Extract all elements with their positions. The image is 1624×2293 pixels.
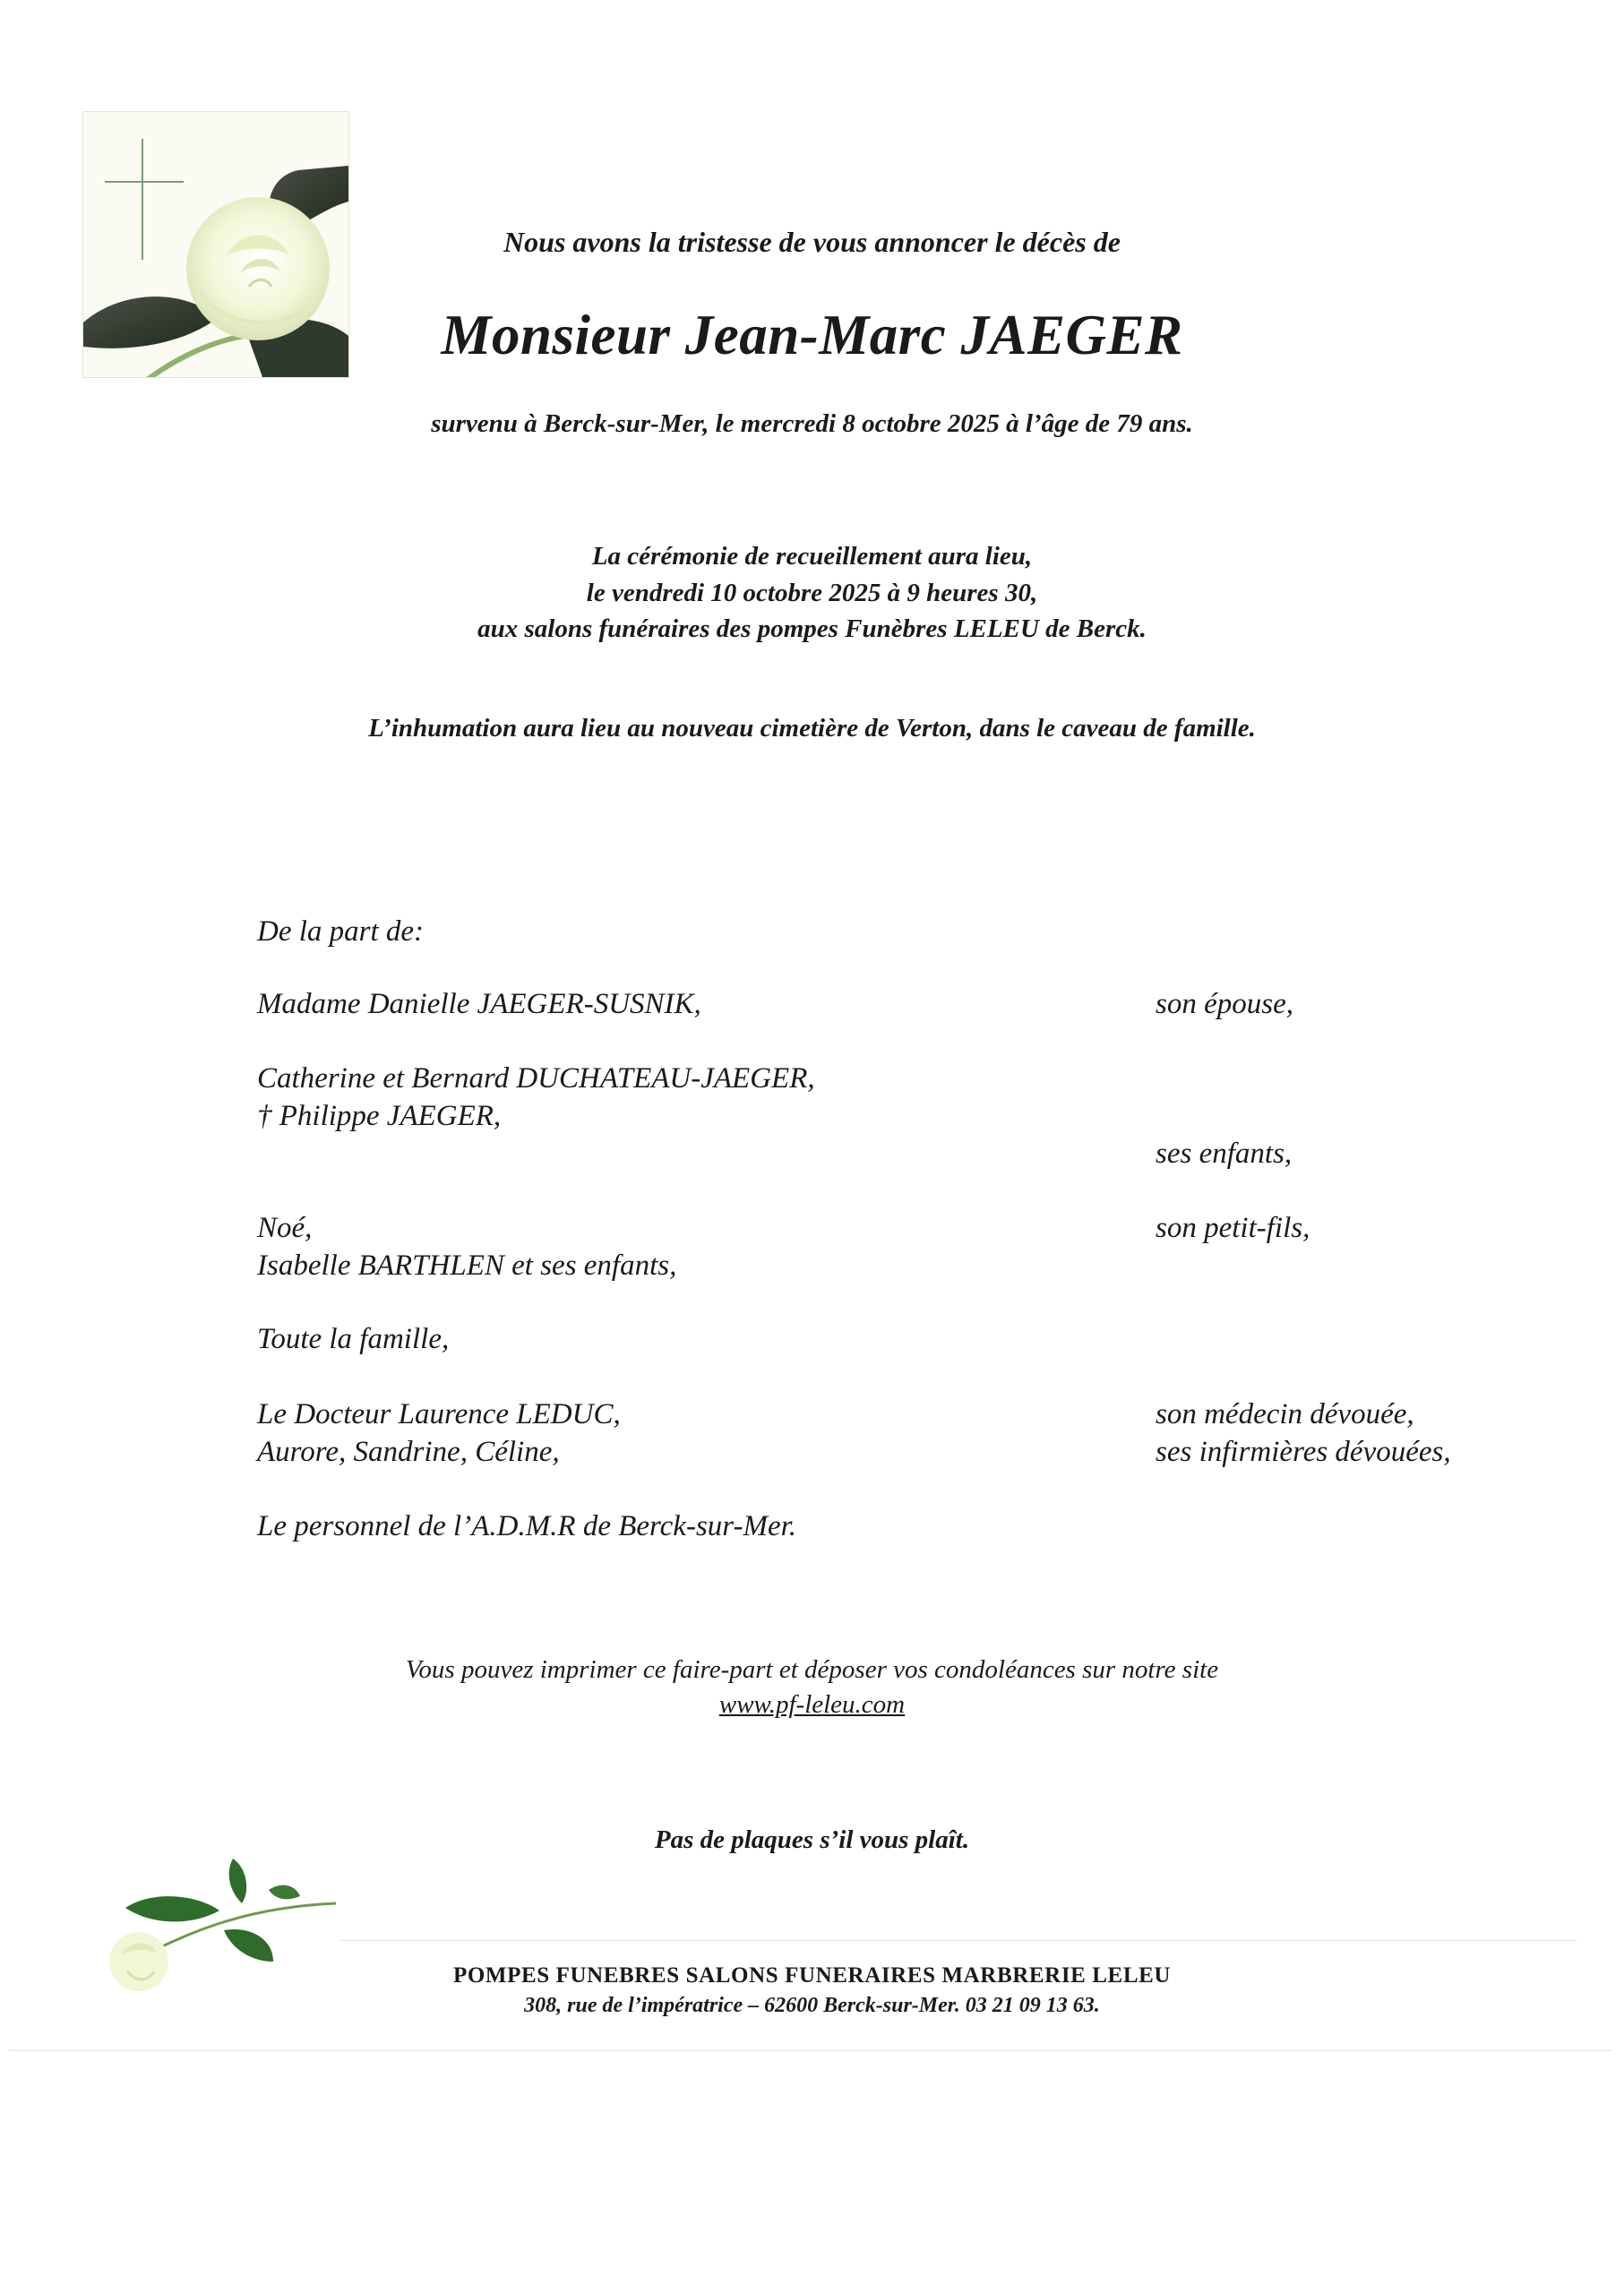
online-notice: Vous pouvez imprimer ce faire-part et déposer vos condoléances sur notre site <box>405 1655 1219 1684</box>
footer-company: POMPES FUNEBRES SALONS FUNERAIRES MARBRERIE LELEU <box>452 1963 1172 1988</box>
family-nurses: Aurore, Sandrine, Céline, <box>257 1436 560 1468</box>
no-plaques-notice: Pas de plaques s’il vous plaît. <box>654 1825 970 1854</box>
family-spouse: Madame Danielle JAEGER-SUSNIK, <box>257 988 701 1020</box>
website-line <box>0 1690 1624 1720</box>
relation-spouse: son épouse, <box>1156 988 1293 1020</box>
website-link[interactable]: www.pf-leleu.com <box>718 1690 906 1719</box>
footer-address: 308, rue de l’impératrice – 62600 Berck-sur-Mer. 03 21 09 13 63. <box>524 1994 1100 2017</box>
announcement-text: Nous avons la tristesse de vous annoncer le décès de <box>503 226 1121 258</box>
page-divider <box>9 2049 1612 2051</box>
relation-doctor: son médecin dévouée, <box>1156 1398 1414 1430</box>
family-other: Isabelle BARTHLEN et ses enfants, <box>257 1250 677 1282</box>
family-child: Catherine et Bernard DUCHATEAU-JAEGER, <box>257 1062 815 1095</box>
ceremony-line: le vendredi 10 octobre 2025 à 9 heures 30, <box>586 579 1038 607</box>
ceremony-line: La cérémonie de recueillement aura lieu, <box>591 542 1033 571</box>
family-doctor: Le Docteur Laurence LEDUC, <box>257 1398 621 1430</box>
family-whole: Toute la famille, <box>257 1323 450 1355</box>
death-details: survenu à Berck-sur-Mer, le mercredi 8 octobre 2025 à l’âge de 79 ans. <box>431 409 1193 438</box>
burial-text: L’inhumation aura lieu au nouveau cimetière de Verton, dans le caveau de famille. <box>368 714 1256 743</box>
from-label: De la part de: <box>257 915 425 948</box>
ceremony-line: aux salons funéraires des pompes Funèbres LELEU de Berck. <box>477 614 1147 643</box>
relation-nurses: ses infirmières dévouées, <box>1156 1436 1451 1468</box>
relation-children: ses enfants, <box>1156 1138 1293 1170</box>
family-grandson: Noé, <box>257 1212 313 1244</box>
family-staff: Le personnel de l’A.D.M.R de Berck-sur-Mer. <box>257 1510 797 1542</box>
relation-grandson: son petit-fils, <box>1156 1212 1310 1244</box>
family-child: † Philippe JAEGER, <box>257 1100 502 1132</box>
footer-divider <box>340 1940 1577 1941</box>
deceased-name: Monsieur Jean-Marc JAEGER <box>441 304 1183 366</box>
